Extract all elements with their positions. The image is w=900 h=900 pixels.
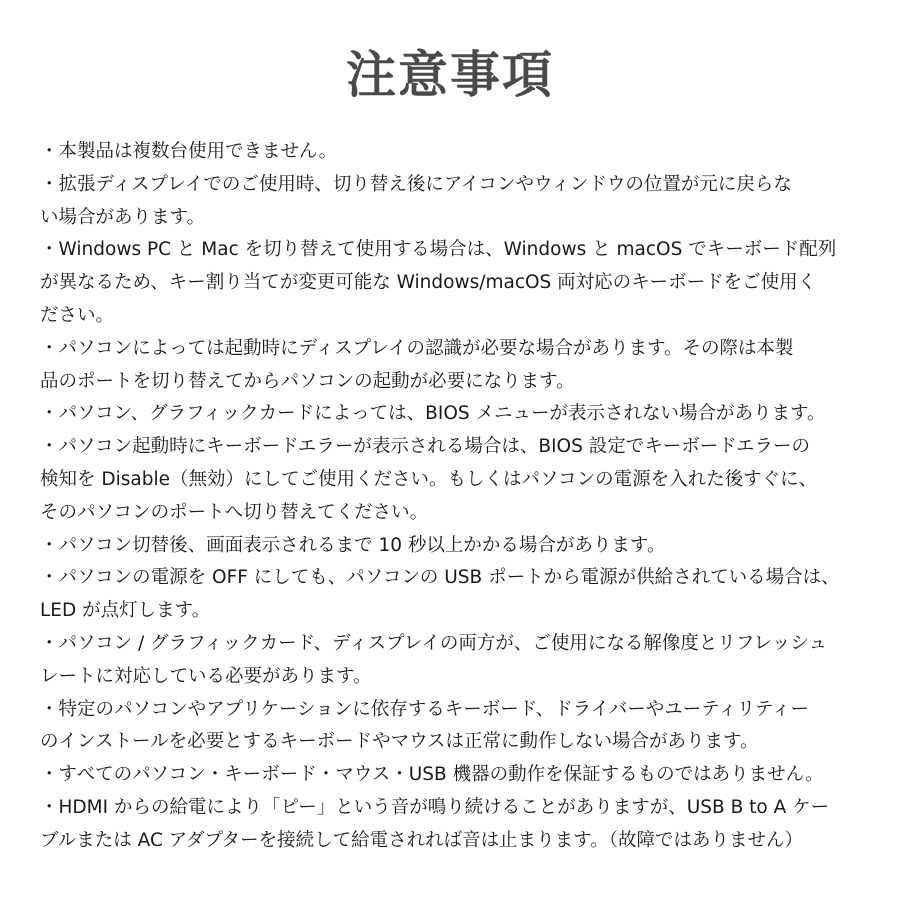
note-line: い場合があります。 — [40, 206, 206, 228]
note-line: のインストールを必要とするキーボードやマウスは正常に動作しない場合があります。 — [40, 731, 759, 753]
note-line: LED が点灯します。 — [40, 600, 211, 622]
note-line: レートに対応している必要があります。 — [40, 665, 372, 687]
note-item — [40, 792, 862, 858]
note-item — [40, 530, 862, 563]
note-line: ・パソコン切替後、画面表示されるまで 10 秒以上かかる場合があります。 — [40, 534, 666, 556]
note-item — [40, 562, 862, 628]
note-line: 品のポートを切り替えてからパソコンの起動が必要になります。 — [40, 370, 575, 392]
page-title: 注意事項 — [346, 46, 554, 104]
note-line: ・すべてのパソコン・キーボード・マウス・USB 機器の動作を保証するものではありません。 — [40, 764, 824, 786]
note-item — [40, 136, 862, 169]
note-line: ブルまたは AC アダプターを接続して給電されれば音は止まります。（故障ではありません） — [40, 829, 803, 851]
note-line: ・拡張ディスプレイでのご使用時、切り替え後にアイコンやウィンドウの位置が元に戻らな — [40, 173, 792, 195]
note-line: ・特定のパソコンやアプリケーションに依存するキーボード、ドライバーやユーティリティー — [40, 698, 809, 720]
note-item — [40, 169, 862, 235]
note-line: ださい。 — [40, 304, 115, 326]
note-line: 検知を Disable（無効）にしてご使用ください。もしくはパソコンの電源を入れた後すぐに、 — [40, 468, 818, 490]
notes-list — [40, 136, 862, 858]
note-item — [40, 628, 862, 694]
note-item — [40, 431, 862, 529]
note-line: ・HDMI からの給電により「ピー」という音が鳴り続けることがありますが、USB B to A ケー — [40, 796, 830, 818]
note-item — [40, 694, 862, 760]
note-line: ・本製品は複数台使用できません。 — [40, 141, 338, 162]
note-item — [40, 333, 862, 399]
note-line: ・Windows PC と Mac を切り替えて使用する場合は、Windows と macOS でキーボード配列 — [40, 239, 837, 261]
note-line: ・パソコンによっては起動時にディスプレイの認識が必要な場合があります。その際は本製 — [40, 337, 794, 359]
note-item — [40, 234, 862, 332]
note-line: ・パソコン / グラフィックカード、ディスプレイの両方が、ご使用になる解像度とリフレッシュ — [40, 632, 828, 654]
note-line: そのパソコンのポートへ切り替えてください。 — [40, 501, 429, 523]
note-item — [40, 759, 862, 792]
note-line: ・パソコン、グラフィックカードによっては、BIOS メニューが表示されない場合があります。 — [40, 403, 826, 425]
note-line: ・パソコン起動時にキーボードエラーが表示される場合は、BIOS 設定でキーボードエラーの — [40, 436, 810, 458]
note-line: ・パソコンの電源を OFF にしても、パソコンの USB ポートから電源が供給されている場合は、 — [40, 567, 840, 589]
note-item — [40, 398, 862, 431]
note-line: が異なるため、キー割り当てが変更可能な Windows/macOS 両対応のキーボードをご使用く — [40, 272, 817, 294]
